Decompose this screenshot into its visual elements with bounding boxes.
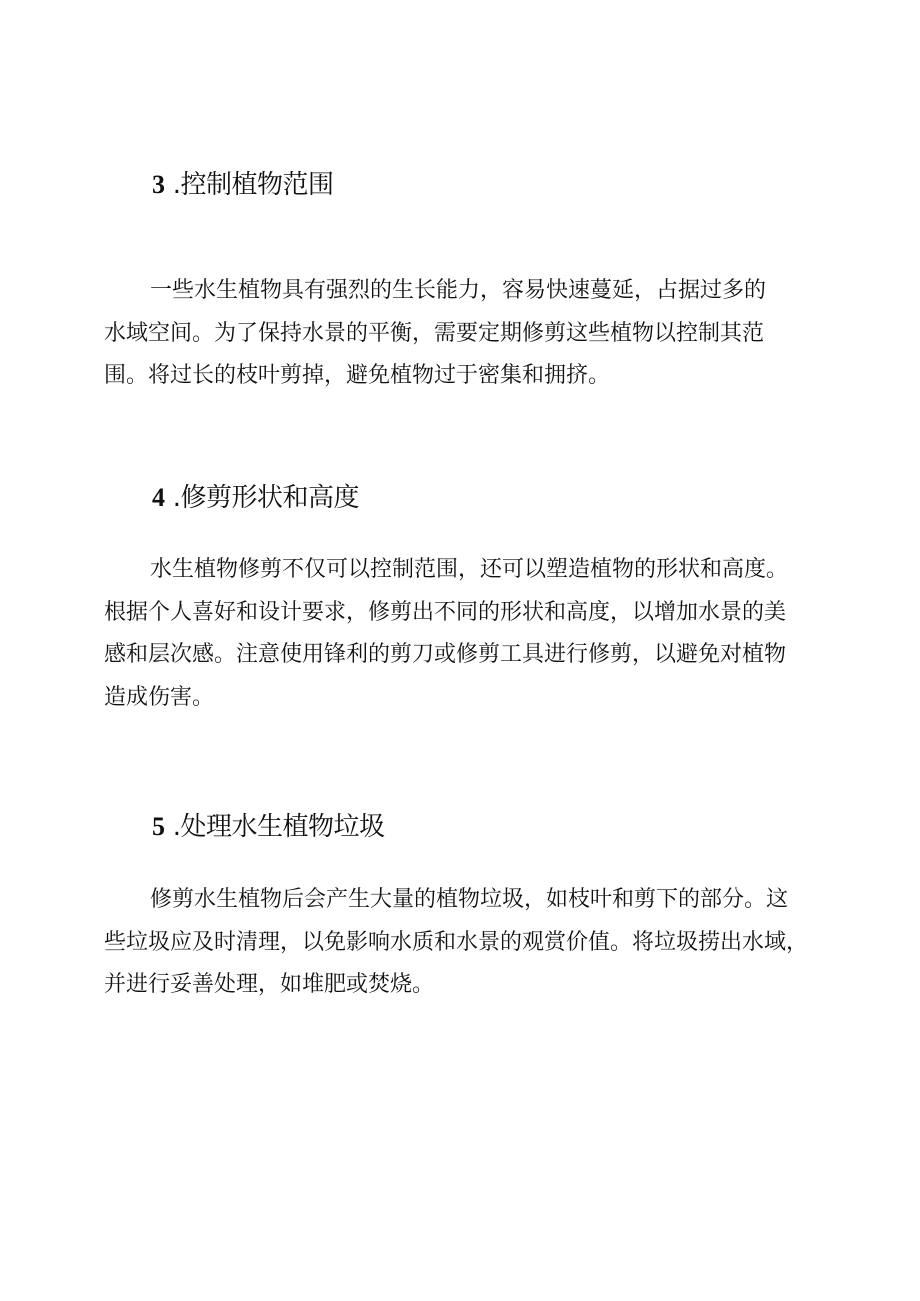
paragraph-line: 水域空间。为了保持水景的平衡，需要定期修剪这些植物以控制其范 [104,320,765,346]
section-number: 3 [152,170,165,199]
section-paragraph-3 [104,270,824,398]
paragraph-line: 造成伤害。 [104,684,215,710]
section-paragraph-5 [104,879,824,1007]
section-paragraph-4 [104,549,824,719]
paragraph-line: 感和层次感。注意使用锋利的剪刀或修剪工具进行修剪，以避免对植物 [104,642,787,667]
paragraph-line: 修剪水生植物后会产生大量的植物垃圾，如枝叶和剪下的部分。这 [150,887,789,912]
paragraph-line: 根据个人喜好和设计要求，修剪出不同的形状和高度，以增加水景的美 [104,599,787,625]
section-heading-4 [152,481,359,515]
section-title: .控制植物范围 [172,170,334,200]
section-title: .修剪形状和高度 [172,483,360,513]
paragraph-line: 些垃圾应及时清理，以免影响水质和水景的观赏价值。将垃圾捞出水域， [104,929,809,955]
section-number: 4 [152,483,165,512]
section-heading-5 [152,810,385,844]
paragraph-line: 围。将过长的枝叶剪掉，避免植物过于密集和拥挤。 [104,363,611,388]
paragraph-line: 并进行妥善处理，如堆肥或焚烧。 [104,972,435,997]
paragraph-line: 一些水生植物具有强烈的生长能力，容易快速蔓延，占据过多的 [150,278,767,303]
section-number: 5 [152,812,165,841]
section-title: .处理水生植物垃圾 [172,812,385,842]
section-heading-3 [152,168,334,202]
paragraph-line: 水生植物修剪不仅可以控制范围，还可以塑造植物的形状和高度。 [150,557,789,582]
